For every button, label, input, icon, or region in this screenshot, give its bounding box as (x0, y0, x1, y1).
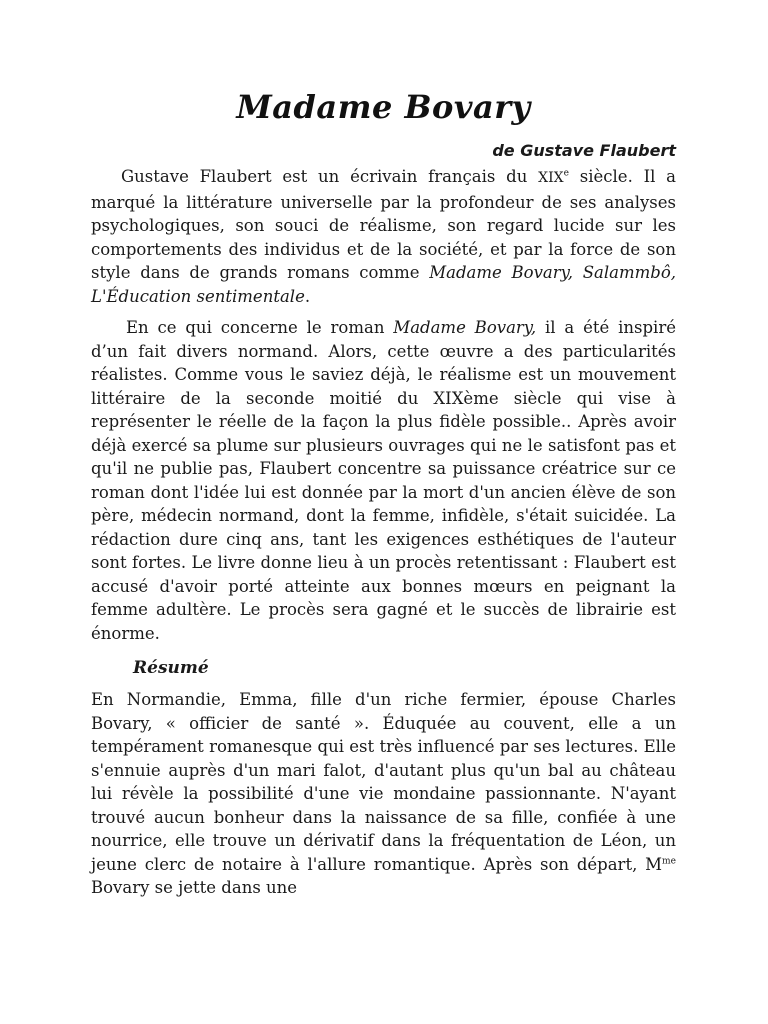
century-superscript: e (563, 168, 569, 179)
author-line: de Gustave Flaubert (492, 141, 676, 160)
intro-paragraph (91, 165, 676, 308)
summary-paragraph (91, 688, 676, 900)
century-numeral: XIX (538, 170, 564, 186)
intro-text-end: . (304, 286, 311, 306)
summary-text-b: Bovary se jette dans une (91, 878, 298, 897)
works-list: Madame Bovary, Salammbô, L'Éducation sentimentale (91, 263, 676, 306)
mme-superscript: me (662, 856, 676, 866)
intro-text-b: siècle. Il a marqué la littérature universelle par la profondeur de ses analyses psychologiques, son souci de réalisme, son regard lucide sur les comportements des individus et de la société, et par la force de son style dans de grands romans comme (91, 167, 676, 282)
section-heading-resume: Résumé (133, 658, 209, 678)
summary-text-a: En Normandie, Emma, fille d'un riche fermier, épouse Charles Bovary, « officier de santé ». Éduquée au couvent, elle a un tempérament romanesque qui est très influencé par ses lectures. Elle s'ennuie auprès d'un mari falot, d'autant plus qu'un bal au château lui révèle la possibilité d'une vie mondaine passionnante. N'ayant trouvé aucun bonheur dans la naissance de sa fille, confiée à une nourrice, elle trouve un dérivatif dans la fréquentation de Léon, un jeune clerc de notaire à l'allure romantique. Après son départ, M (91, 690, 676, 874)
context-paragraph (91, 316, 676, 645)
document-page (91, 86, 676, 900)
document-title: Madame Bovary (236, 88, 531, 126)
context-text-b: il a été inspiré d’un fait divers normand. Alors, cette œuvre a des particularités réalistes. Comme vous le saviez déjà, le réalisme est un mouvement littéraire de la seconde moitié du XIXème siècle qui vise à représenter le réelle de la façon la plus fidèle possible.. Après avoir déjà exercé sa plume sur plusieurs ouvrages qui ne le satisfont pas et qu'il ne publie pas, Flaubert concentre sa puissance créatrice sur ce roman dont l'idée lui est donnée par la mort d'un ancien élève de son père, médecin normand, dont la femme, infidèle, s'était suicidée. La rédaction dure cinq ans, tant les exigences esthétiques de l'auteur sont fortes. Le livre donne lieu à un procès retentissant : Flaubert est accusé d'avoir porté atteinte aux bonnes mœurs en peignant la femme adultère. Le procès sera gagné et le succès de librairie est énorme. (91, 318, 676, 643)
intro-text-a: Gustave Flaubert est un écrivain français du (121, 167, 539, 186)
context-text-a: En ce qui concerne le roman (126, 318, 394, 337)
novel-title-inline: Madame Bovary, (393, 318, 537, 337)
